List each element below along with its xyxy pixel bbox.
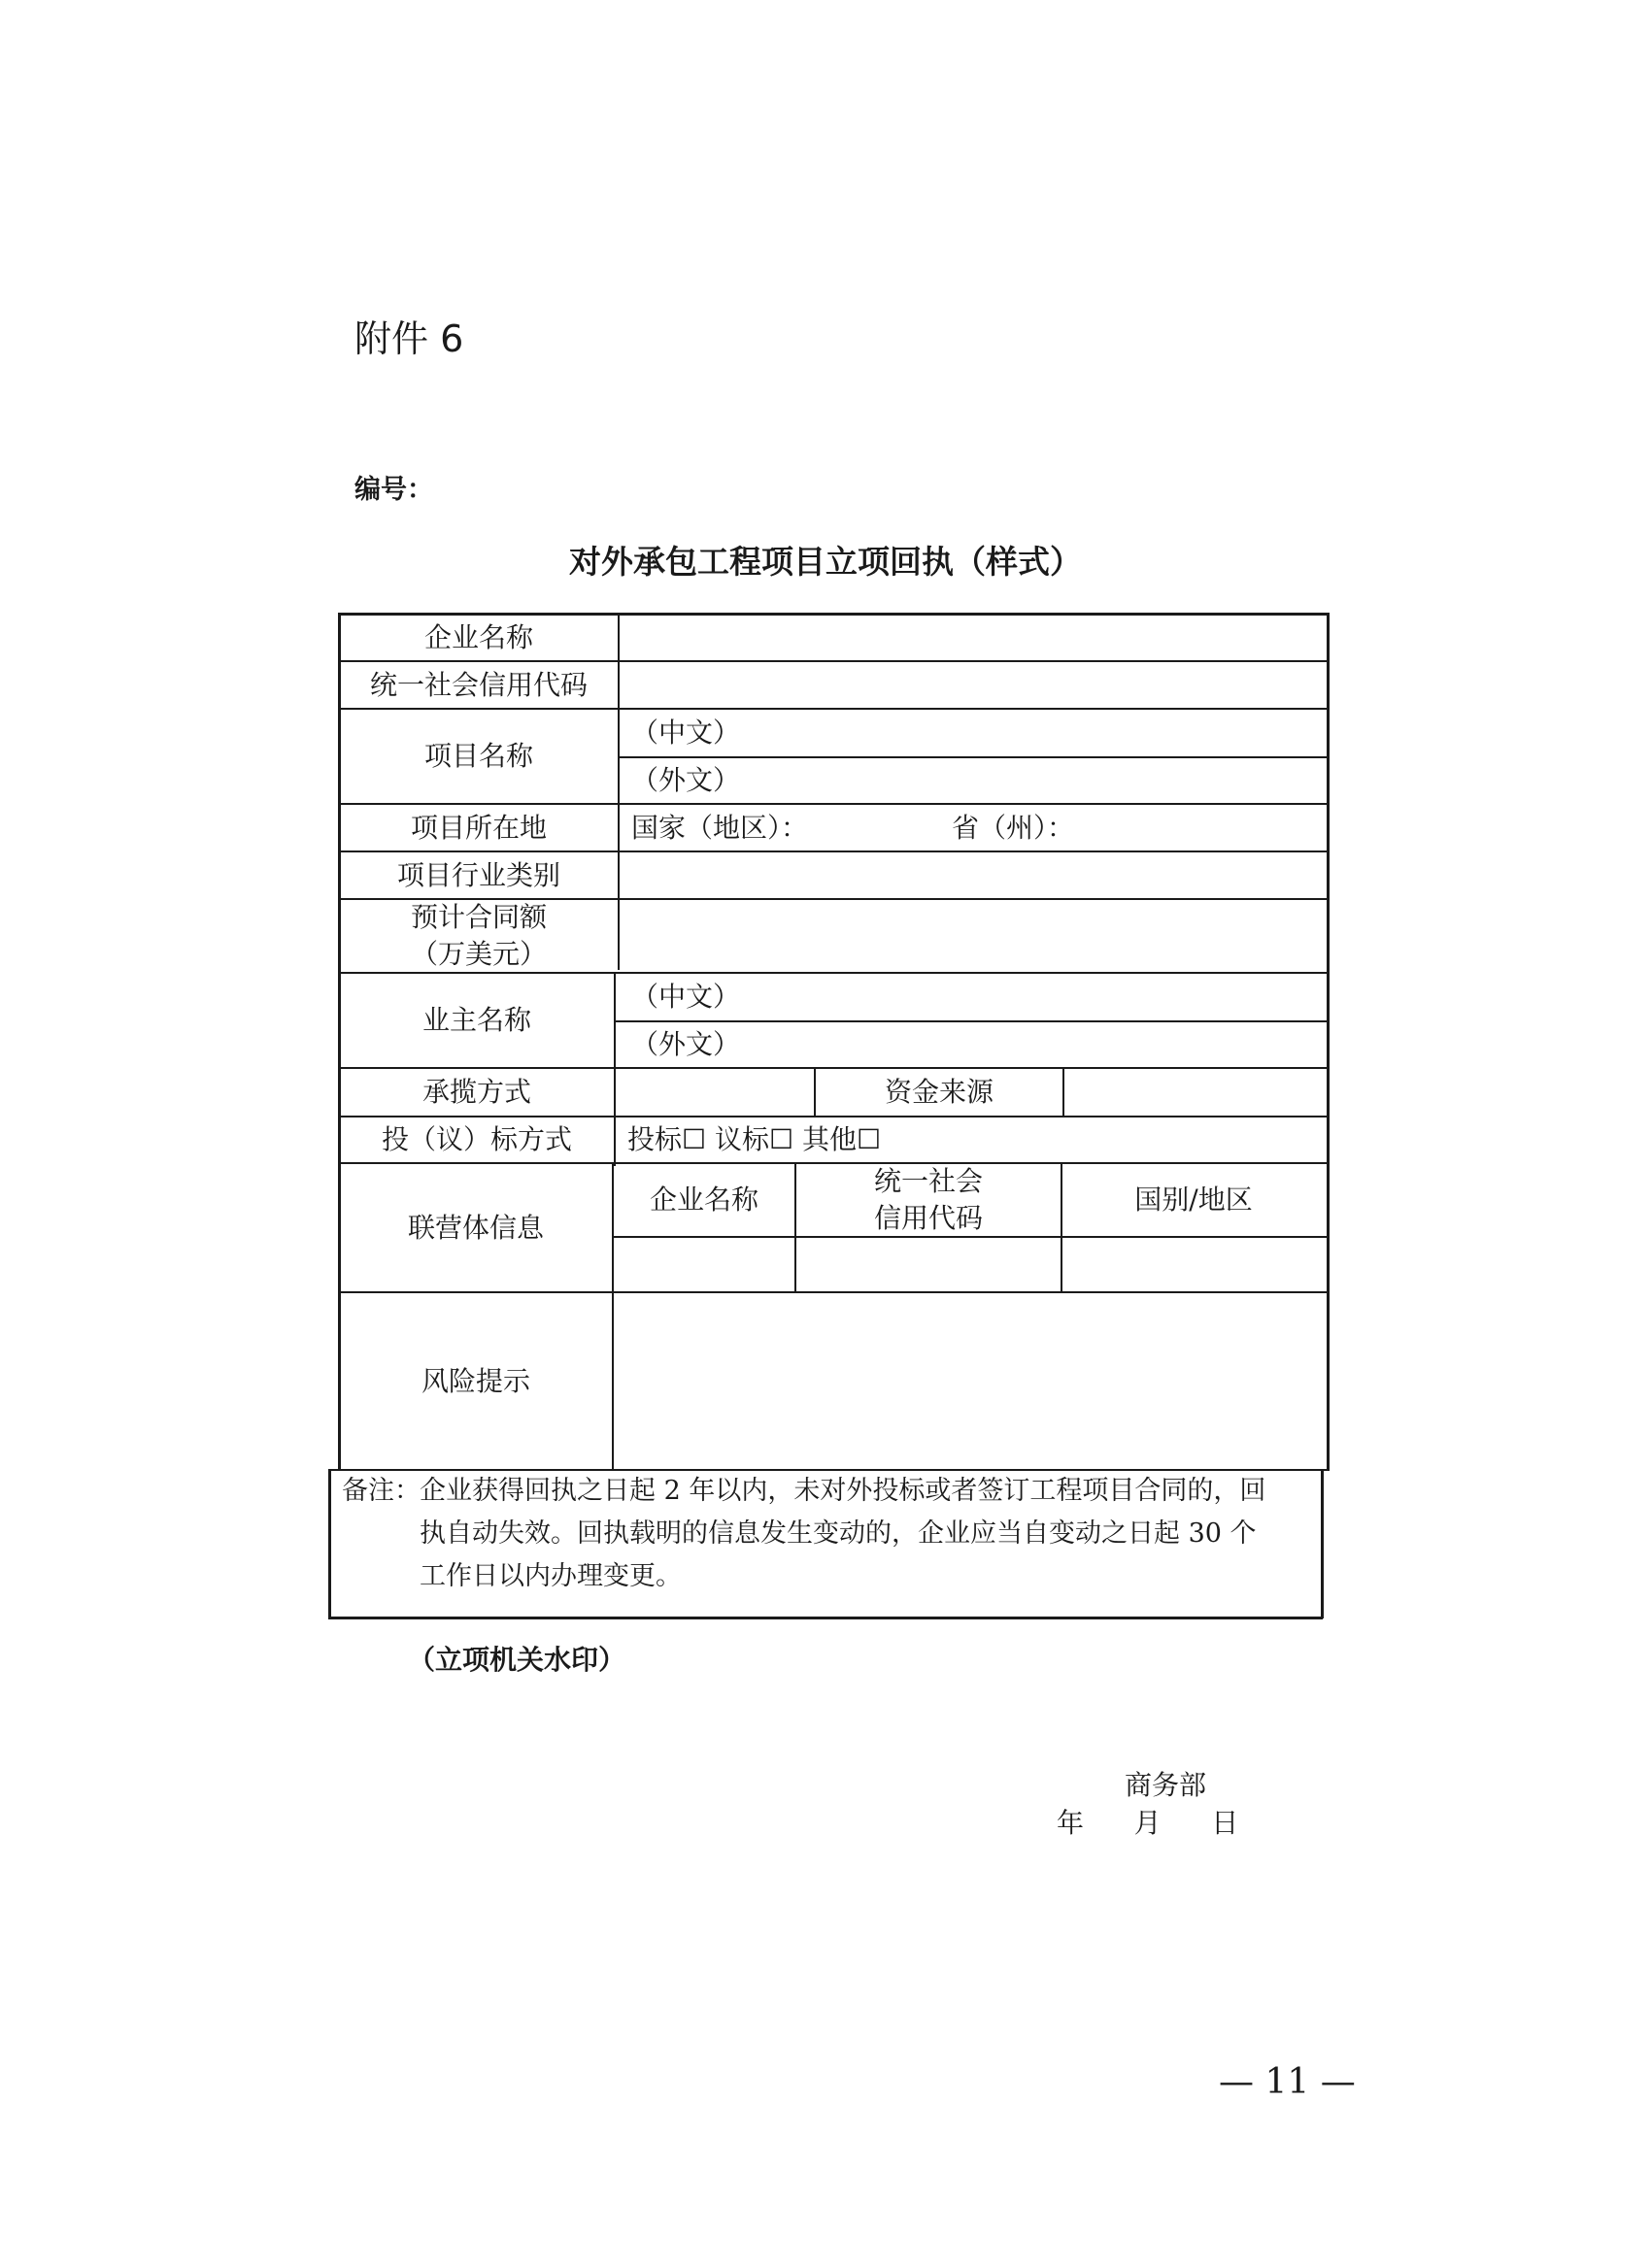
owner-name-chinese-field[interactable]: （中文） [631, 981, 741, 1014]
credit-code-input[interactable] [620, 662, 1325, 708]
province-field[interactable]: 省（州）： [952, 811, 1075, 844]
consortium-country-input[interactable] [1062, 1238, 1325, 1291]
company-name-label: 企业名称 [423, 620, 533, 653]
bid-method-label: 投（议）标方式 [381, 1123, 572, 1156]
consortium-company-header: 企业名称 [649, 1184, 758, 1217]
contract-amount-label [340, 900, 618, 972]
issue-date: 年 月 日 [1057, 1807, 1239, 1839]
consortium-code-line1: 统一社会 [873, 1165, 983, 1198]
serial-number-label: 编号： [354, 475, 433, 505]
bid-method-options[interactable]: 投标☐ 议标☐ 其他☐ [627, 1123, 882, 1156]
risk-warning-label: 风险提示 [421, 1364, 530, 1397]
industry-input[interactable] [620, 852, 1325, 898]
remark-line-2: 执自动失效。回执载明的信息发生变动的，企业应当自变动之日起 30 个 [420, 1518, 1257, 1549]
project-name-label: 项目名称 [423, 740, 533, 773]
consortium-code-input[interactable] [796, 1238, 1061, 1291]
owner-name-foreign-field[interactable]: （外文） [631, 1028, 741, 1061]
contract-amount-input[interactable] [620, 900, 1325, 972]
fund-source-label: 资金来源 [884, 1076, 994, 1109]
issuer-name: 商务部 [1125, 1769, 1207, 1801]
remark-text [420, 1470, 1313, 1598]
consortium-label: 联营体信息 [407, 1211, 544, 1244]
consortium-code-line2: 信用代码 [873, 1202, 983, 1234]
fund-source-input[interactable] [1064, 1069, 1325, 1116]
page-number: — 11 — [1219, 2062, 1356, 2102]
contract-method-label: 承揽方式 [421, 1076, 531, 1109]
project-name-foreign-field[interactable]: （外文） [631, 764, 741, 797]
remark-line-1: 企业获得回执之日起 2 年以内，未对外投标或者签订工程项目合同的，回 [420, 1476, 1266, 1506]
seal-note: （立项机关水印） [408, 1644, 626, 1676]
contract-amount-line2: （万美元） [410, 938, 547, 970]
credit-code-label: 统一社会信用代码 [369, 668, 588, 701]
contract-method-input[interactable] [616, 1069, 814, 1116]
project-location-label: 项目所在地 [410, 811, 547, 844]
project-name-chinese-field[interactable]: （中文） [631, 717, 741, 750]
owner-name-label: 业主名称 [421, 1004, 531, 1037]
country-field[interactable]: 国家（地区）： [631, 811, 809, 844]
contract-amount-line1: 预计合同额 [410, 901, 547, 934]
remark-line-3: 工作日以内办理变更。 [420, 1561, 682, 1591]
attachment-label: 附件 6 [354, 317, 464, 360]
consortium-country-header: 国别/地区 [1134, 1184, 1253, 1217]
risk-warning-input[interactable] [614, 1293, 1325, 1469]
consortium-company-input[interactable] [614, 1238, 794, 1291]
company-name-input[interactable] [620, 615, 1325, 660]
remark-label: 备注： [342, 1476, 421, 1506]
form-title: 对外承包工程项目立项回执（样式） [569, 543, 1082, 581]
consortium-code-header [796, 1164, 1061, 1236]
industry-label: 项目行业类别 [396, 858, 560, 891]
